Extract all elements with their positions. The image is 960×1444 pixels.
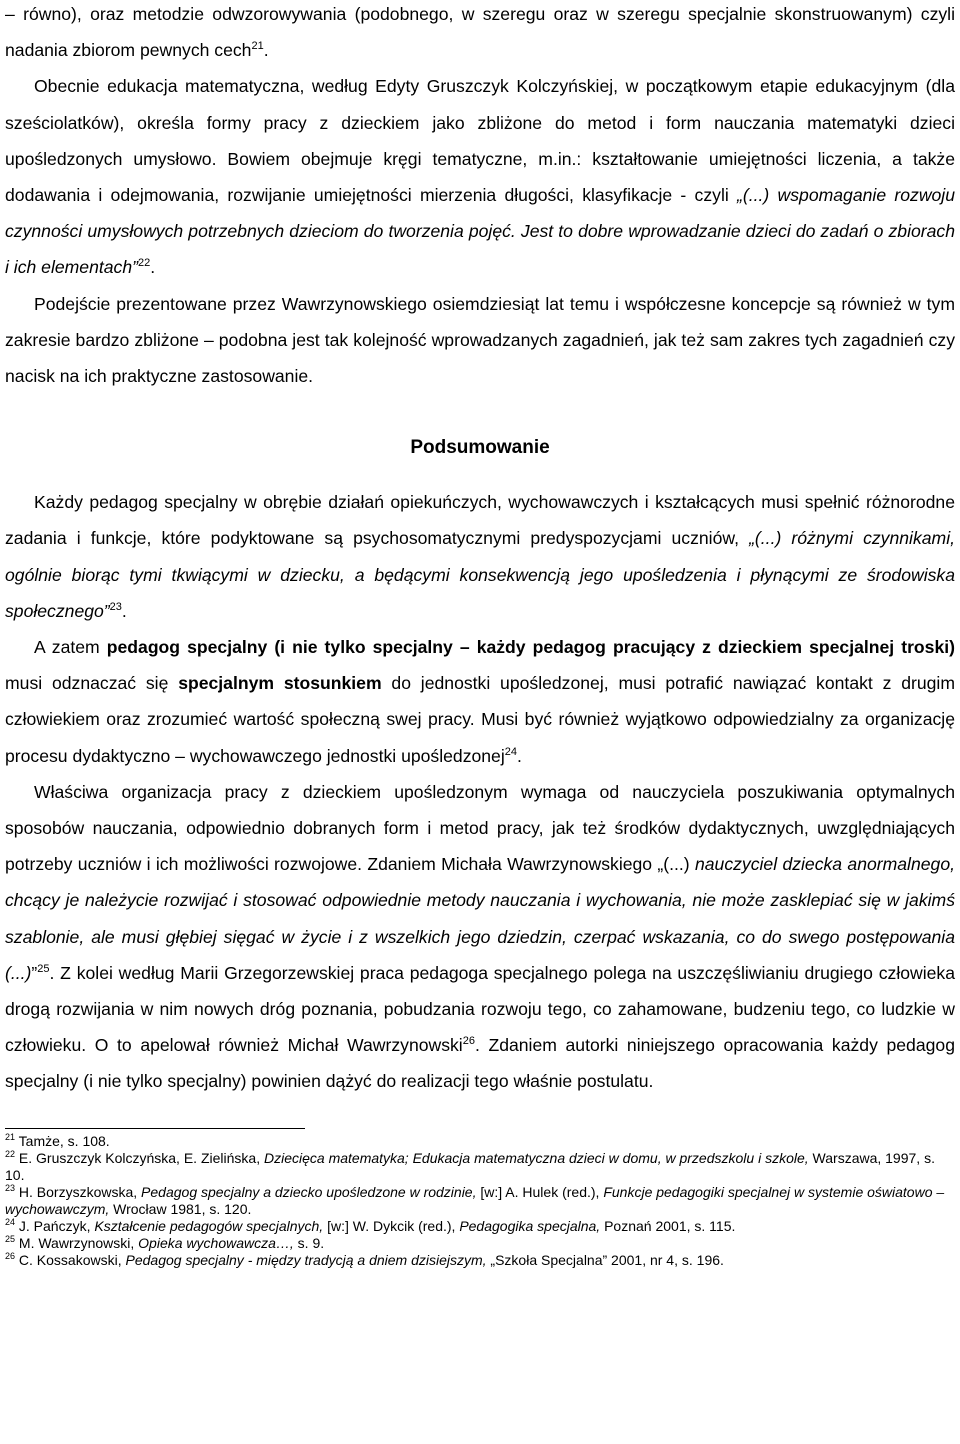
footnotes [5, 1133, 955, 1269]
text: . Zdaniem autorki niniejszego opracowania każdy pedagog specjalny (i nie tylko specjalny) powinien dążyć do realizacji tego właśnie postulatu. [5, 1035, 955, 1092]
text: [w:] A. Hulek (red.), [476, 1183, 604, 1200]
text: Właściwa organizacja pracy z dzieckiem upośledzonym wymaga od nauczyciela poszukiwania optymalnych sposobów nauczania, odpowiednio dobranych form i metod pracy, jak też środków dydaktycznych, uwzględniających potrzeby uczniów i ich możliwości rozwojowe. Zdaniem Michała Wawrzynowskiego [5, 781, 955, 875]
footnote-separator [5, 1128, 305, 1129]
paragraph-math-education [5, 68, 955, 285]
footnote-ref[interactable]: 23 [109, 600, 122, 613]
italic-title: Dziecięca matematyka; Edukacja matematyczna dzieci w domu, w przedszkolu i szkole, [263, 1149, 809, 1166]
footnote-24 [5, 1218, 955, 1235]
section-heading: Podsumowanie [410, 437, 550, 459]
text: Wrocław 1981, s. 120. [109, 1200, 252, 1217]
footnote-21 [5, 1133, 955, 1150]
quote-italic: „(...) wspomaganie rozwoju czynności umysłowych potrzebnych dzieciom do tworzenia pojęć. Jest to dobre wprowadzanie dzieci do zadań o zbiorach i ich elementach” [5, 185, 955, 278]
italic-title: Pedagog specjalny - między tradycją a dniem dzisiejszym, [125, 1251, 487, 1268]
paragraph-summary [5, 484, 955, 629]
text: . [121, 600, 127, 621]
text: Warszawa, 1997, s. 10. [5, 1149, 935, 1183]
quote-italic: nauczyciel dziecka anormalnego, chcący je należycie rozwijać i stosować odpowiednie metody nauczania i wychowania, nie może zasklepiać się w jakimś szablonie, ale musi głębiej sięgać w życie i z wszelkich jego dziedzin, czerpać wskazania, co do swego postępowania (...) [5, 854, 955, 983]
italic-title: Kształcenie pedagogów specjalnych, [94, 1217, 324, 1234]
document-page [5, 0, 955, 1269]
footnote-25 [5, 1235, 955, 1252]
text: s. 9. [293, 1234, 325, 1251]
text: J. Pańczyk, [15, 1217, 95, 1234]
text: C. Kossakowski, [15, 1251, 126, 1268]
text: A zatem [34, 637, 107, 658]
footnote-26 [5, 1252, 955, 1269]
text: „Szkoła Specjalna” 2001, nr 4, s. 196. [486, 1251, 724, 1268]
footnote-23 [5, 1184, 955, 1218]
footnote-number: 23 [5, 1182, 16, 1193]
footnote-ref[interactable]: 25 [37, 962, 50, 975]
footnote-ref[interactable]: 21 [251, 40, 264, 53]
text: ” [31, 962, 38, 983]
text: Obecnie edukacja matematyczna, według Edyty Gruszczyk Kolczyńskiej, w początkowym etapie edukacyjnym (dla sześciolatków), określa formy pracy z dzieckiem jako zbliżone do metod i form nauczania matematyki dzieci upośledzonych umysłowo. Bowiem obejmuje kręgi tematyczne, m.in.: kształtowanie umiejętności liczenia, a także dodawania i odejmowania, rozwijanie umiejętności mierzenia długości, klasyfikacje - czyli [5, 76, 955, 206]
footnote-number: 22 [5, 1148, 16, 1159]
footnote-number: 25 [5, 1233, 16, 1244]
text: Każdy pedagog specjalny w obrębie działań opiekuńczych, wychowawczych i kształcących musi spełnić różnorodne zadania i funkcje, które podyktowane są psychosomatycznymi predyspozycjami uczniów, [5, 492, 955, 549]
text: [w:] W. Dykcik (red.), [323, 1217, 460, 1234]
footnote-number: 24 [5, 1216, 16, 1227]
text: H. Borzyszkowska, [15, 1183, 142, 1200]
bold-text: pedagog specjalny (i nie tylko specjalny – każdy pedagog pracujący z dzieckiem specjalnej troski) [106, 637, 955, 658]
footnote-ref[interactable]: 24 [504, 745, 518, 758]
text: Tamże, s. 108. [15, 1132, 110, 1149]
text: . [517, 745, 522, 766]
footnote-ref[interactable]: 26 [462, 1035, 475, 1048]
text: „(...) [657, 854, 695, 875]
footnote-22 [5, 1150, 955, 1184]
text: E. Gruszczyk Kolczyńska, E. Zielińska, [15, 1149, 264, 1166]
text: . [150, 257, 156, 278]
italic-title: Pedagog specjalny a dziecko upośledzone w rodzinie, [141, 1183, 477, 1200]
bold-text: specjalnym stosunkiem [178, 673, 382, 694]
text: . Z kolei według Marii Grzegorzewskiej praca pedagoga specjalnego polega na uszczęśliwianiu drugiego człowieka drogą rozwijania w nim nowych dróg poznania, pobudzania rozwoju tego, co zahamowane, budzeniu tego, co ludzkie w człowieku. O to apelował również Michał Wawrzynowski [5, 962, 955, 1056]
text: do jednostki upośledzonej, musi potrafić nawiązać kontakt z drugim człowiekiem oraz zrozumieć wartość społeczną swej pracy. Musi być również wyjątkowo odpowiedzialny za organizację procesu dydaktyczno – wychowawczego jednostki upośledzonej [5, 673, 955, 766]
italic-title: Funkcje pedagogiki specjalnej w systemie oświatowo – wychowawczym, [5, 1183, 945, 1217]
footnote-ref[interactable]: 22 [138, 257, 151, 270]
text: M. Wawrzynowski, [15, 1234, 139, 1251]
quote-italic: „(...) różnymi czynnikami, ogólnie biorąc tymi tkwiącymi w dziecku, a będącymi konsekwencją jego upośledzenia i płynącymi ze środowiska społecznego” [5, 528, 955, 621]
italic-title: Pedagogika specjalna, [459, 1217, 601, 1234]
paragraph-organization [5, 774, 955, 1100]
text: . [263, 40, 269, 61]
footnote-number: 21 [5, 1131, 16, 1142]
paragraph-approach: Podejście prezentowane przez Wawrzynowskiego osiemdziesiąt lat temu i współczesne koncepcje są również w tym zakresie bardzo zbliżone – podobna jest tak kolejność wprowadzanych zagadnień, jak też sam zakres tych zagadnień czy nacisk na ich praktyczne zastosowanie. [5, 293, 955, 387]
text: musi odznaczać się [5, 673, 179, 694]
paragraph-continuation [5, 0, 955, 68]
text: – równo), oraz metodzie odwzorowywania (podobnego, w szeregu oraz w szeregu specjalnie skonstruowanym) czyli nadania zbiorom pewnych cech [5, 4, 955, 61]
footnote-number: 26 [5, 1250, 16, 1261]
text: Poznań 2001, s. 115. [600, 1217, 736, 1234]
italic-title: Opieka wychowawcza…, [138, 1234, 294, 1251]
paragraph-special-pedagogue [5, 629, 955, 774]
